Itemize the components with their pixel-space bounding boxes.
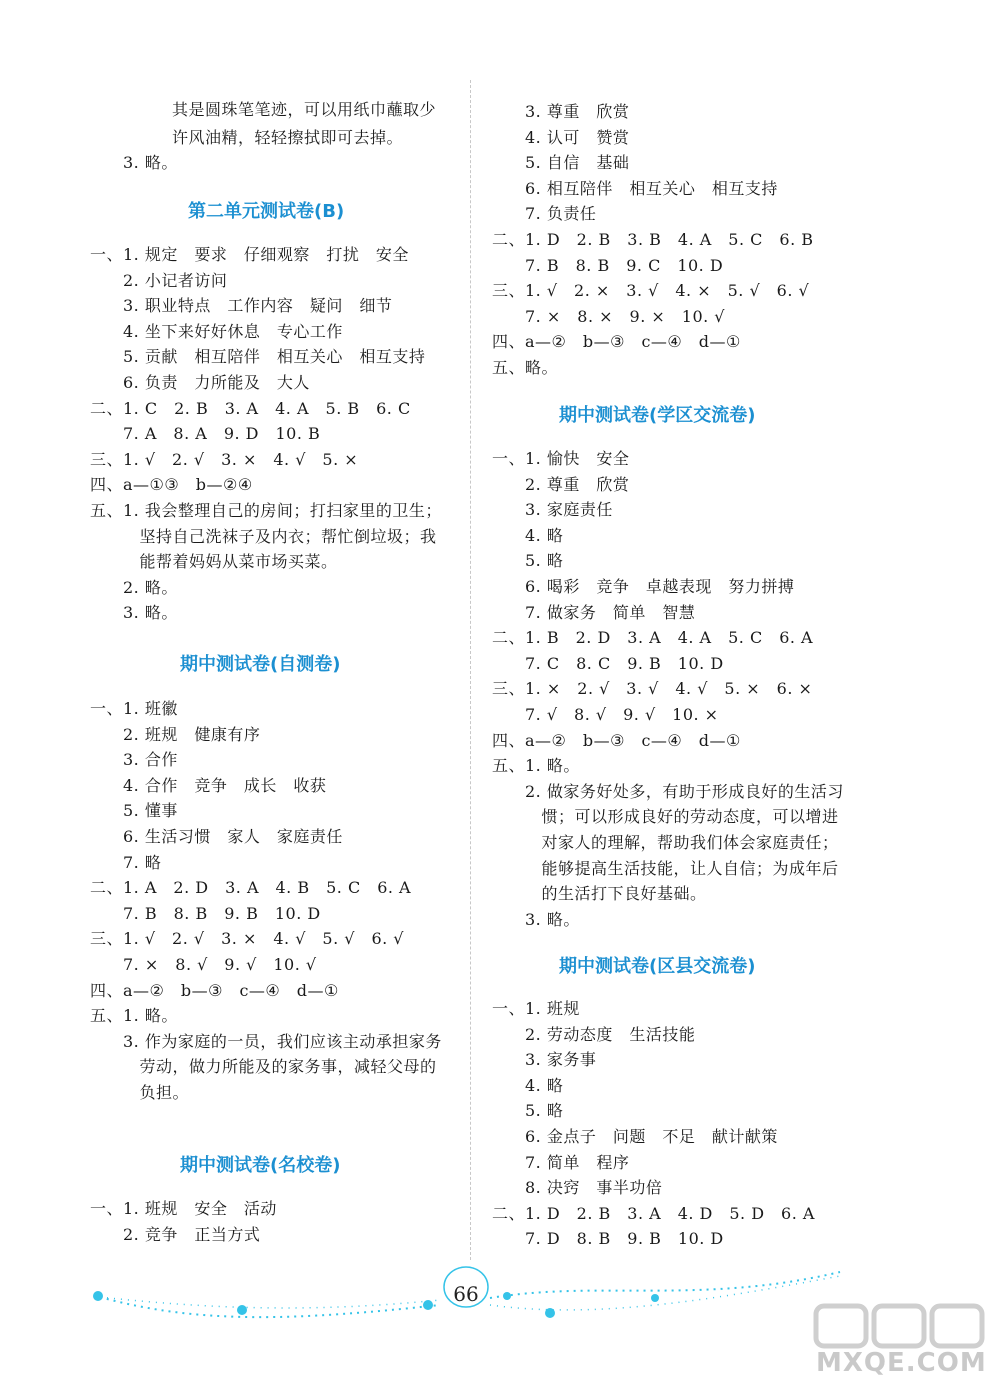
answer-line: 7. 简单 程序 — [492, 1152, 630, 1172]
answer-line: 四、a—①③ b—②④ — [90, 475, 253, 495]
answer-line: 6. 负责 力所能及 大人 — [90, 373, 310, 392]
answer-line: 4. 略 — [492, 1075, 564, 1095]
answer-line: 五、1. 我会整理自己的房间；打扫家里的卫生； — [90, 501, 442, 520]
answer-line: 的生活打下良好基础。 — [492, 884, 707, 904]
answer-line: 2. 班规 健康有序 — [90, 724, 261, 744]
text-line: 3. 略。 — [123, 153, 178, 172]
answer-line: 二、1. D 2. B 3. A 4. D 5. D 6. A — [492, 1203, 815, 1223]
watermark-text: MXQE.COM — [816, 1348, 987, 1378]
answer-line: 2. 小记者访问 — [90, 270, 228, 290]
answer-line: 三、1. × 2. √ 3. √ 4. √ 5. × 6. × — [492, 679, 813, 699]
answer-line: 7. √ 8. √ 9. √ 10. × — [492, 705, 719, 724]
answer-line: 二、1. C 2. B 3. A 4. A 5. B 6. C — [90, 398, 411, 418]
answer-line: 劳动，做力所能及的家务事，减轻父母的 — [90, 1057, 437, 1077]
section-heading: 第二单元测试卷(B) — [188, 201, 345, 222]
answer-line: 一、1. 班徽 — [90, 699, 178, 718]
answer-line: 一、1. 班规 安全 活动 — [90, 1199, 277, 1218]
answer-line: 7. 做家务 简单 智慧 — [492, 602, 696, 622]
answer-line: 三、1. √ 2. × 3. √ 4. × 5. √ 6. √ — [492, 281, 810, 301]
answer-line: 7. B 8. B 9. B 10. D — [90, 903, 321, 923]
answer-line: 7. D 8. B 9. B 10. D — [492, 1229, 724, 1249]
answer-line: 三、1. √ 2. √ 3. × 4. √ 5. × — [90, 449, 359, 469]
answer-line: 3. 合作 — [90, 750, 178, 770]
answer-line: 3. 略。 — [492, 909, 580, 929]
answer-line: 4. 合作 竞争 成长 收获 — [90, 775, 327, 795]
answer-line: 7. 略 — [90, 852, 162, 872]
answer-line: 三、1. √ 2. √ 3. × 4. √ 5. √ 6. √ — [90, 929, 404, 949]
answer-line: 7. A 8. A 9. D 10. B — [90, 424, 321, 444]
page-number: 66 — [453, 1282, 479, 1306]
answer-line: 3. 家庭责任 — [492, 500, 613, 520]
answer-line: 6. 生活习惯 家人 家庭责任 — [90, 827, 343, 846]
answer-line: 3. 家务事 — [492, 1050, 597, 1070]
answer-line: 7. × 8. √ 9. √ 10. √ — [90, 955, 317, 974]
answer-line: 3. 职业特点 工作内容 疑问 细节 — [90, 296, 393, 316]
answer-line: 一、1. 规定 要求 仔细观察 打扰 安全 — [90, 245, 409, 264]
answer-line: 5. 略 — [492, 551, 564, 571]
answer-line: 一、1. 班规 — [492, 999, 580, 1018]
answer-line: 四、a—② b—③ c—④ d—① — [492, 332, 741, 352]
answer-line: 二、1. D 2. B 3. B 4. A 5. C 6. B — [492, 230, 814, 249]
answer-line: 2. 竞争 正当方式 — [90, 1224, 261, 1244]
answer-line: 五、1. 略。 — [492, 756, 580, 776]
answer-line: 3. 略。 — [90, 603, 178, 623]
answer-line: 6. 金点子 问题 不足 献计献策 — [492, 1127, 778, 1146]
answer-line: 4. 略 — [492, 525, 564, 545]
section-heading: 期中测试卷(学区交流卷) — [559, 405, 756, 426]
text-line: 许风油精，轻轻擦拭即可去掉。 — [172, 128, 404, 147]
answer-line: 五、1. 略。 — [90, 1006, 178, 1026]
answer-line: 对家人的理解，帮助我们体会家庭责任； — [492, 833, 839, 852]
answer-line: 2. 尊重 欣赏 — [492, 474, 630, 494]
answer-line: 2. 做家务好处多，有助于形成良好的生活习 — [492, 781, 844, 801]
answer-line: 5. 贡献 相互陪伴 相互关心 相互支持 — [90, 347, 426, 367]
answer-line: 5. 自信 基础 — [492, 153, 630, 173]
column-divider — [470, 80, 471, 1260]
answer-line: 坚持自己洗袜子及内衣；帮忙倒垃圾；我 — [90, 526, 437, 546]
answer-line: 8. 决窍 事半功倍 — [492, 1178, 663, 1198]
section-heading: 期中测试卷(自测卷) — [180, 654, 341, 675]
answer-line: 7. C 8. C 9. B 10. D — [492, 653, 724, 673]
answer-line: 4. 认可 赞赏 — [492, 127, 630, 147]
answer-line: 4. 坐下来好好休息 专心工作 — [90, 321, 343, 341]
answer-line: 五、略。 — [492, 358, 559, 377]
answer-line: 7. B 8. B 9. C 10. D — [492, 255, 724, 275]
answer-line: 3. 作为家庭的一员，我们应该主动承担家务 — [90, 1031, 442, 1051]
answer-line: 5. 略 — [492, 1101, 564, 1121]
answer-line: 二、1. A 2. D 3. A 4. B 5. C 6. A — [90, 878, 412, 898]
answer-line: 四、a—② b—③ c—④ d—① — [492, 730, 741, 750]
answer-line: 3. 尊重 欣赏 — [492, 102, 630, 121]
answer-line: 6. 相互陪伴 相互关心 相互支持 — [492, 178, 778, 198]
answer-line: 7. 负责任 — [492, 204, 597, 224]
text-line: 其是圆珠笔笔迹，可以用纸巾蘸取少 — [172, 100, 437, 119]
answer-line: 2. 略。 — [90, 577, 178, 597]
section-heading: 期中测试卷(名校卷) — [180, 1155, 341, 1176]
section-heading: 期中测试卷(区县交流卷) — [559, 956, 756, 977]
answer-line: 6. 喝彩 竞争 卓越表现 努力拼搏 — [492, 577, 795, 596]
answer-line: 负担。 — [90, 1083, 190, 1102]
answer-line: 能帮着妈妈从菜市场买菜。 — [90, 552, 338, 572]
answer-line: 四、a—② b—③ c—④ d—① — [90, 980, 339, 1000]
answer-line: 能够提高生活技能，让人自信；为成年后 — [492, 858, 839, 878]
answer-line: 惯；可以形成良好的劳动态度，可以增进 — [492, 807, 839, 827]
answer-line: 一、1. 愉快 安全 — [492, 449, 630, 468]
answer-line: 二、1. B 2. D 3. A 4. A 5. C 6. A — [492, 628, 814, 648]
answer-line: 5. 懂事 — [90, 801, 178, 821]
answer-line: 7. × 8. × 9. × 10. √ — [492, 306, 726, 326]
answer-line: 2. 劳动态度 生活技能 — [492, 1024, 696, 1044]
